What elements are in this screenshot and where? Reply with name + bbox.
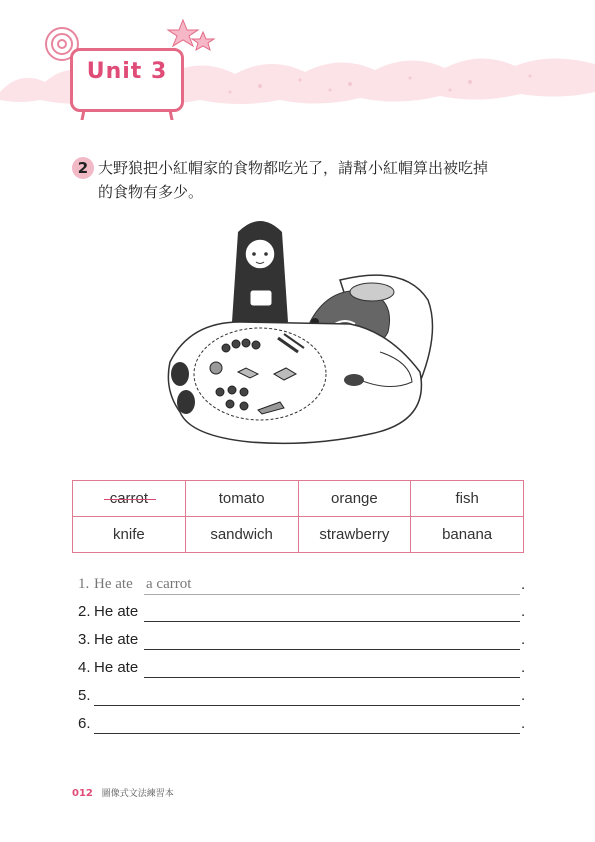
word-cell: orange <box>298 481 411 517</box>
line-number: 6. <box>78 715 91 732</box>
line-lead: He ate <box>94 659 139 676</box>
line-lead: He ate <box>94 603 139 620</box>
word-cell: sandwich <box>185 517 298 553</box>
line-period: . <box>521 631 526 648</box>
line-number: 1. <box>78 576 90 592</box>
line-lead: He ate <box>94 631 139 648</box>
line-period: . <box>521 687 526 704</box>
table-row <box>73 481 524 517</box>
book-title: 圖像式文法練習本 <box>101 789 174 799</box>
writing-line[interactable] <box>144 621 520 622</box>
table-row <box>73 517 524 553</box>
line-number: 4. <box>78 659 91 676</box>
writing-line[interactable] <box>144 649 520 650</box>
writing-line[interactable] <box>144 677 520 678</box>
unit-title: Unit 3 <box>86 59 168 84</box>
page-footer <box>72 786 174 799</box>
page-number: 012 <box>72 788 93 799</box>
struck-word: carrot <box>109 490 149 507</box>
answer-line-3 <box>78 629 528 653</box>
line-period: . <box>521 576 526 593</box>
word-cell: strawberry <box>298 517 411 553</box>
answer-line-1 <box>78 574 528 598</box>
instruction-line-2: 的食物有多少。 <box>98 183 204 201</box>
word-cell <box>73 481 186 517</box>
line-number: 2. <box>78 603 91 620</box>
word-cell: knife <box>73 517 186 553</box>
example-answer: a carrot <box>146 576 192 592</box>
instruction-line-1: 大野狼把小紅帽家的食物都吃光了，請幫小紅帽算出被吃掉 <box>98 159 489 177</box>
question-instruction <box>98 156 538 204</box>
word-cell: banana <box>411 517 524 553</box>
writing-line[interactable] <box>94 705 520 706</box>
word-bank-table <box>72 480 524 553</box>
question-number-badge: 2 <box>72 157 94 179</box>
answer-line-2 <box>78 601 528 625</box>
answer-line-5 <box>78 685 528 709</box>
writing-line[interactable] <box>144 594 520 595</box>
word-cell: tomato <box>185 481 298 517</box>
line-lead: He ate <box>94 576 133 592</box>
line-period: . <box>521 659 526 676</box>
word-cell: fish <box>411 481 524 517</box>
line-period: . <box>521 603 526 620</box>
answer-line-6 <box>78 713 528 737</box>
writing-line[interactable] <box>94 733 520 734</box>
answer-line-4 <box>78 657 528 681</box>
line-period: . <box>521 715 526 732</box>
wolf-and-red-riding-hood-illustration <box>150 212 450 462</box>
line-number: 3. <box>78 631 91 648</box>
unit-board <box>70 48 184 112</box>
line-number: 5. <box>78 687 91 704</box>
